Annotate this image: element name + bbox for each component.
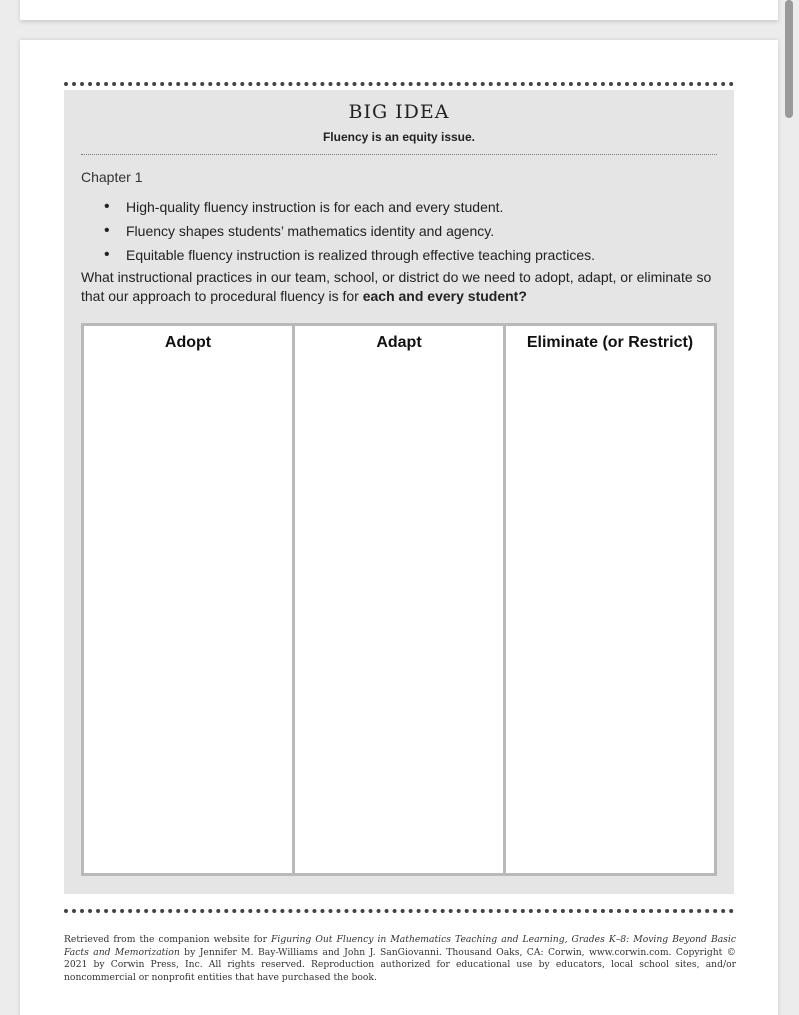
column-eliminate[interactable] [503,326,714,873]
column-adopt[interactable] [84,326,292,873]
footer-rest: by Jennifer M. Bay-Williams and John J. SanGiovanni. Thousand Oaks, CA: Corwin, www.corwin.com. Copyright © 2021 by Corwin Press, Inc. All rights reserved. Reproduction authorized for educational use by educators, local school sites, and/or noncommercial or nonprofit entities that have purchased the book. [64,946,736,983]
bullet-item: • Fluency shapes students’ mathematics identity and agency. [104,219,595,243]
bullet-item: • Equitable fluency instruction is realized through effective teaching practices. [104,243,595,267]
column-header-eliminate: Eliminate (or Restrict) [526,334,694,351]
copyright-footer [64,934,736,984]
scrollbar-thumb[interactable] [785,0,793,118]
previous-page [20,0,778,20]
big-idea-subtitle: Fluency is an equity issue. [322,130,476,144]
footer-book-title: Figuring Out Fluency in Mathematics Teaching and Learning, Grades K–8: Moving Beyond Basic Facts and Memorization [64,934,736,958]
panel-divider [81,154,717,155]
column-adapt[interactable] [292,326,503,873]
top-dotted-rule [64,82,734,86]
bottom-dotted-rule [64,909,734,913]
column-header-adopt: Adopt [164,334,212,351]
bullet-list [104,195,595,267]
chapter-label: Chapter 1 [81,169,143,185]
big-idea-title: BIG IDEA [348,101,450,123]
big-idea-panel [64,90,734,894]
footer-prefix: Retrieved from the companion website for [64,934,272,945]
question-text: What instructional practices in our team, school, or district do we need to adopt, adapt, or eliminate so that our approach to procedural fluency is for [81,269,712,304]
practice-table [81,323,717,876]
column-header-adapt: Adapt [376,334,422,351]
reflection-question [81,268,726,306]
question-emphasis: each and every student? [362,288,527,304]
bullet-item: • High-quality fluency instruction is for each and every student. [104,195,595,219]
